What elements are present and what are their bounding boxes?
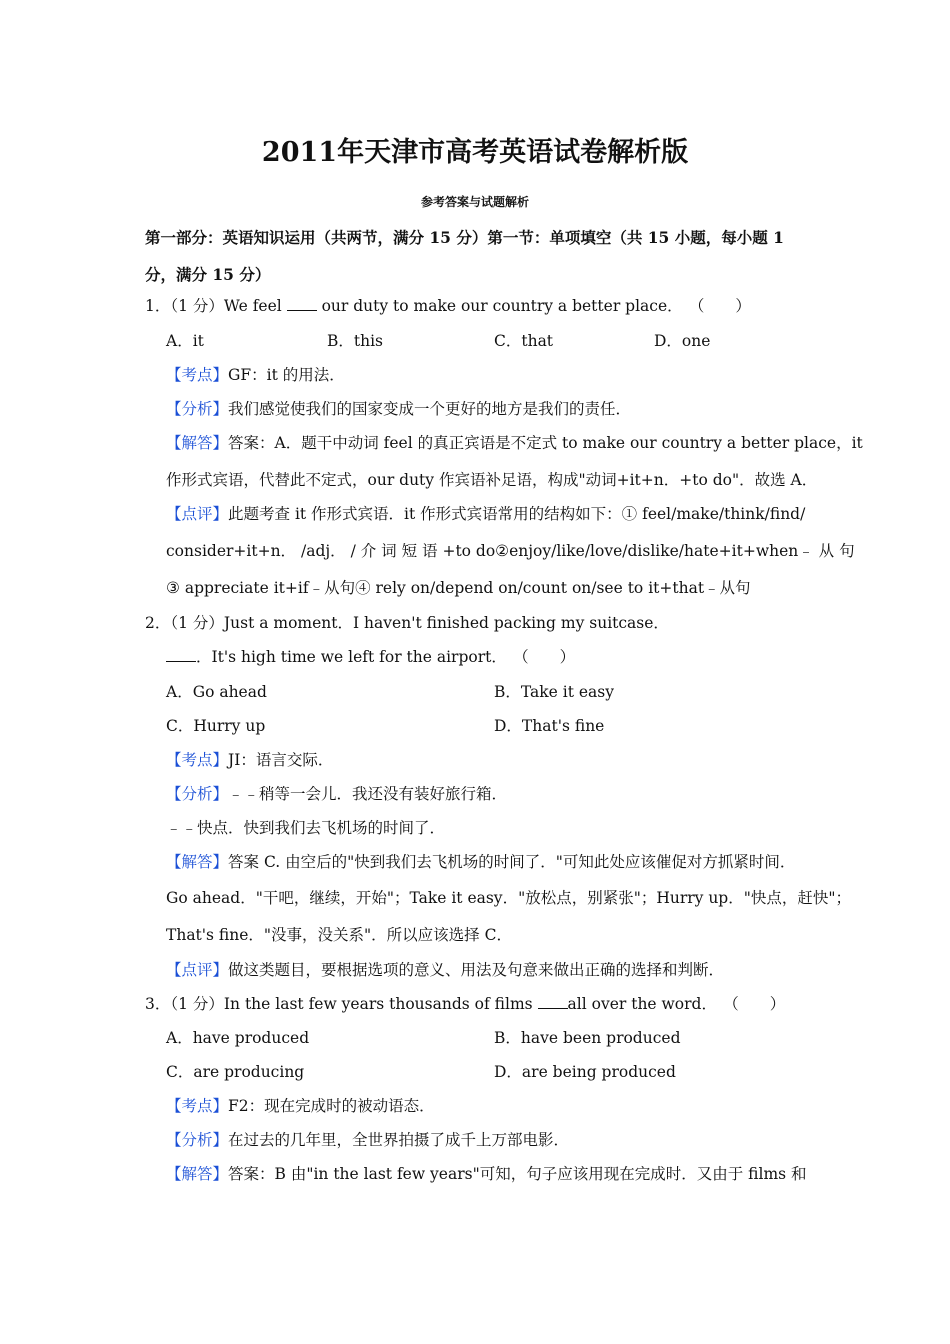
question-1-option-c: C．that xyxy=(494,332,554,350)
section-header: 第一部分：英语知识运用（共两节，满分 15 分）第一节：单项填空（共 15 小题，每小题 1 分，满分 15 分） xyxy=(145,228,784,284)
question-3-option-a: A．have produced xyxy=(166,1029,310,1047)
question-1-dianping-cont-2: ③ appreciate it+if﹣从句④ rely on/depend on/count on/see to it+that﹣从句 xyxy=(166,579,751,597)
question-2-jieda-cont-2: That's fine．"没事，没关系"．所以应该选择 C． xyxy=(166,926,512,944)
question-2-option-d: D．That's fine xyxy=(494,717,605,735)
question-2-fenxi: 【分析】﹣﹣稍等一会儿．我还没有装好旅行箱． xyxy=(166,785,508,803)
question-3-fenxi: 【分析】在过去的几年里，全世界拍摄了成千上万部电影． xyxy=(166,1131,570,1149)
question-2-dianping: 【点评】做这类题目，要根据选项的意义、用法及句意来做出正确的选择和判断． xyxy=(166,961,725,979)
question-2-fenxi-cont: ﹣﹣快点．快到我们去飞机场的时间了． xyxy=(166,819,446,837)
question-1-option-b: B．this xyxy=(327,332,384,350)
question-2-option-c: C．Hurry up xyxy=(166,717,266,735)
question-1-dianping: 【点评】此题考查 it 作形式宾语．it 作形式宾语常用的结构如下：① feel/make/think/find/ xyxy=(166,505,806,523)
question-1-option-d: D．one xyxy=(654,332,711,350)
question-1-jieda-cont: 作形式宾语，代替此不定式，our duty 作宾语补足语，构成"动词+it+n．+to do"．故选 A． xyxy=(166,471,818,489)
question-2-jieda-cont: Go ahead．"干吧，继续，开始"；Take it easy．"放松点，别紧张"；Hurry up．"快点，赶快"； xyxy=(166,889,851,907)
question-1-kaodian: 【考点】GF：it 的用法． xyxy=(166,366,345,384)
question-2-option-a: A．Go ahead xyxy=(166,683,267,701)
document-subtitle: 参考答案与试题解析 xyxy=(420,195,529,209)
question-3-stem: 3．（1 分）In the last few years thousands of films all over the word． （ ） xyxy=(145,995,786,1013)
question-2-stem: 2．（1 分）Just a moment．I haven't finished packing my suitcase． xyxy=(145,614,669,632)
question-2-jieda: 【解答】答案 C. 由空后的"快到我们去飞机场的时间了．"可知此处应该催促对方抓紧时间． xyxy=(166,853,796,871)
answer-blank xyxy=(538,1007,568,1009)
question-3-jieda: 【解答】答案：B 由"in the last few years"可知，句子应该用现在完成时．又由于 films 和 xyxy=(166,1165,807,1183)
question-3-option-b: B．have been produced xyxy=(494,1029,681,1047)
answer-blank xyxy=(166,660,196,662)
question-1-stem: 1．（1 分）We feel our duty to make our country a better place． （ ） xyxy=(145,297,751,315)
question-3-option-d: D．are being produced xyxy=(494,1063,676,1081)
question-1-dianping-cont: consider+it+n． /adj． / 介 词 短 语 +to do②enjoy/like/love/dislike/hate+it+when﹣ 从 句 xyxy=(166,542,855,560)
question-3-option-c: C．are producing xyxy=(166,1063,305,1081)
question-1-option-a: A．it xyxy=(166,332,204,350)
question-2-kaodian: 【考点】JI：语言交际． xyxy=(166,751,334,769)
answer-blank xyxy=(287,309,317,311)
question-2-option-b: B．Take it easy xyxy=(494,683,614,701)
question-2-stem-cont: ．It's high time we left for the airport． （ ） xyxy=(166,645,575,667)
question-1-jieda: 【解答】答案：A．题干中动词 feel 的真正宾语是不定式 to make our country a better place，it xyxy=(166,434,863,452)
question-1-fenxi: 【分析】我们感觉使我们的国家变成一个更好的地方是我们的责任． xyxy=(166,400,632,418)
question-3-kaodian: 【考点】F2：现在完成时的被动语态． xyxy=(166,1097,435,1115)
document-title: 2011年天津市高考英语试卷解析版 xyxy=(261,137,689,168)
